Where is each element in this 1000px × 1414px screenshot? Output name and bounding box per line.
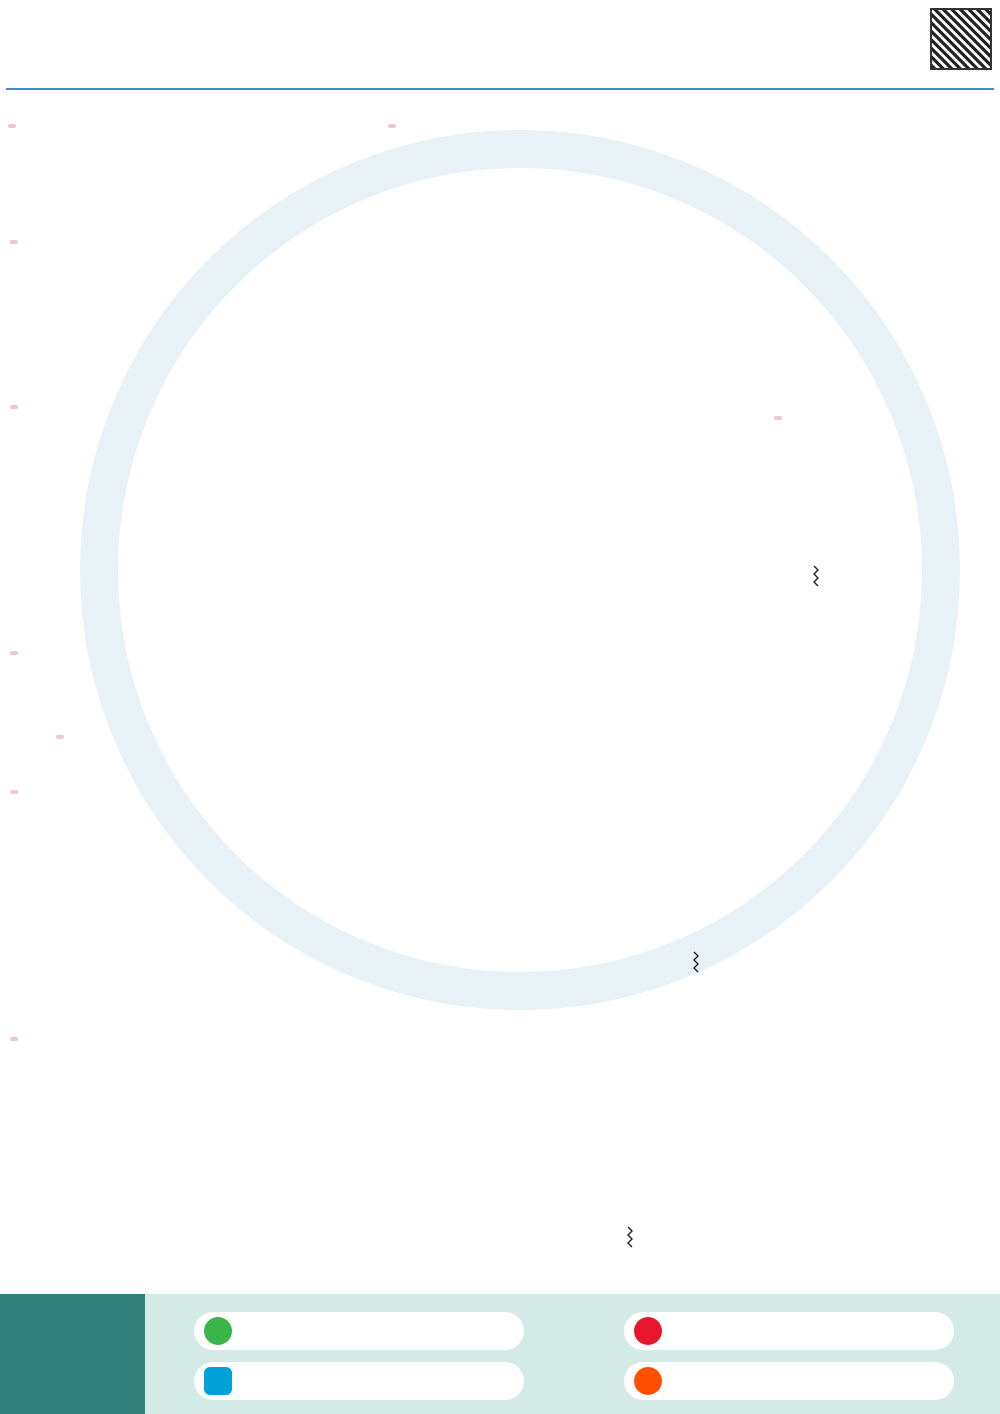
weibo-icon: [634, 1317, 662, 1345]
footer: [0, 1294, 1000, 1414]
wechat-link[interactable]: [194, 1312, 524, 1350]
weibo-link[interactable]: [624, 1312, 954, 1350]
video-link[interactable]: [194, 1362, 524, 1400]
footer-brand-block: [0, 1294, 145, 1414]
taobao-link[interactable]: [624, 1362, 954, 1400]
wechat-icon: [204, 1317, 232, 1345]
taobao-icon: [634, 1367, 662, 1395]
bilibili-icon: [204, 1367, 232, 1395]
